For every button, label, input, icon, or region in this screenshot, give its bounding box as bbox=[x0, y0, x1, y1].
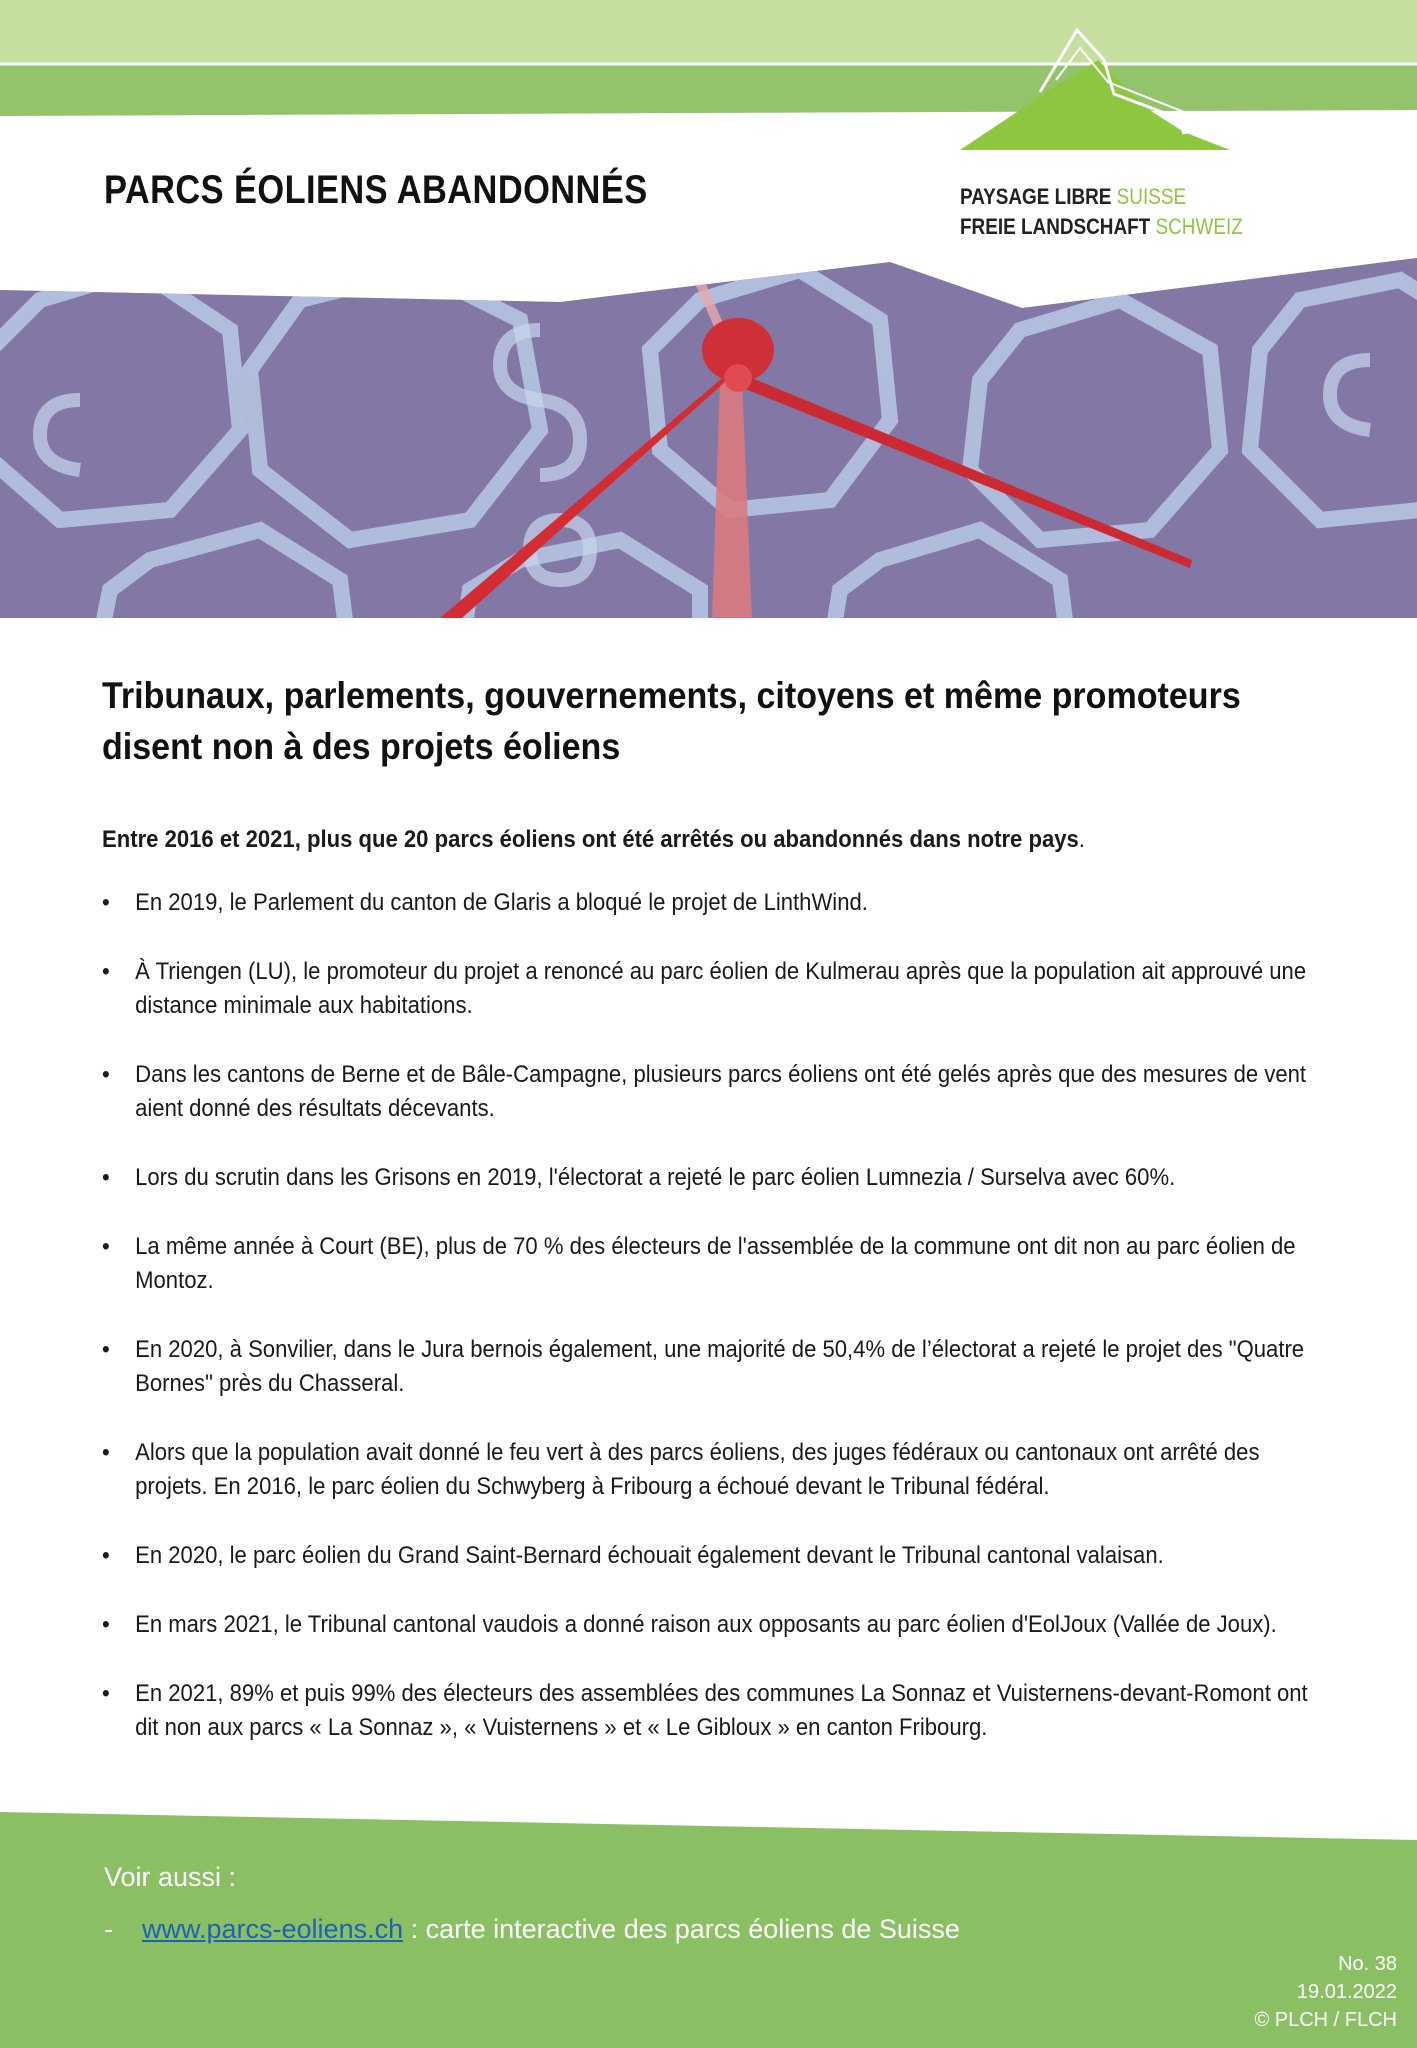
list-item: • Lors du scrutin dans les Grisons en 2019, l'électorat a rejeté le parc éolien Lumnezia / Surselva avec 60%. bbox=[102, 1161, 1335, 1195]
top-band-mid bbox=[0, 64, 1417, 116]
headline: Tribunaux, parlements, gouvernements, citoyens et même promoteurs disent non à des projets éoliens bbox=[102, 675, 1241, 767]
brand-line1-accent: SUISSE bbox=[1116, 184, 1187, 209]
list-dash: - bbox=[104, 1914, 113, 1944]
list-item: • À Triengen (LU), le promoteur du projet a renoncé au parc éolien de Kulmerau après que la population ait approuvé une distance minimale aux habitations. bbox=[102, 955, 1335, 1023]
list-item: • En 2020, à Sonvilier, dans le Jura bernois également, une majorité de 50,4% de l’électorat a rejeté le projet des "Quatre Bornes" près du Chasseral. bbox=[102, 1333, 1335, 1401]
list-item: • Dans les cantons de Berne et de Bâle-Campagne, plusieurs parcs éoliens ont été gelés après que des mesures de vent aient donné des résultats décevants. bbox=[102, 1058, 1335, 1126]
list-item: • En 2020, le parc éolien du Grand Saint-Bernard échouait également devant le Tribunal cantonal valaisan. bbox=[102, 1539, 1335, 1573]
link-description: : carte interactive des parcs éoliens de Suisse bbox=[403, 1914, 960, 1944]
header-artwork bbox=[0, 0, 1417, 620]
list-item: • Alors que la population avait donné le feu vert à des parcs éoliens, des juges fédéraux ou cantonaux ont arrêté des projets. En 2016, le parc éolien du Schwyberg à Fribourg a échoué devant le Tribunal fédéral. bbox=[102, 1436, 1335, 1504]
lead-paragraph bbox=[102, 824, 1335, 856]
document-meta bbox=[1254, 1950, 1397, 2034]
website-link[interactable]: www.parcs-eoliens.ch bbox=[142, 1914, 404, 1944]
main-content bbox=[102, 670, 1332, 1780]
see-also-label: Voir aussi : bbox=[104, 1862, 237, 1892]
brand-line1-main: PAYSAGE LIBRE bbox=[960, 184, 1112, 209]
bullet-list bbox=[102, 886, 1335, 1745]
banner-image bbox=[0, 250, 1417, 620]
list-item: • En 2019, le Parlement du canton de Glaris a bloqué le projet de LinthWind. bbox=[102, 886, 1335, 920]
list-item: • En mars 2021, le Tribunal cantonal vaudois a donné raison aux opposants au parc éolien d'EolJoux (Vallée de Joux). bbox=[102, 1608, 1335, 1642]
lead-bold: Entre 2016 et 2021, plus que 20 parcs éoliens ont été arrêtés ou abandonnés dans notre pays bbox=[102, 826, 1079, 853]
list-item: • En 2021, 89% et puis 99% des électeurs des assemblées des communes La Sonnaz et Vuisternens-devant-Romont ont dit non aux parcs « La Sonnaz », « Vuisternens » et « Le Gibloux » en canton Fribourg. bbox=[102, 1677, 1335, 1745]
top-band-light bbox=[0, 0, 1417, 64]
page-title: PARCS ÉOLIENS ABANDONNÉS bbox=[104, 168, 648, 212]
brand-line2-accent: SCHWEIZ bbox=[1155, 214, 1243, 239]
see-also-item bbox=[104, 1914, 960, 1945]
brand-logo-text bbox=[960, 182, 1243, 242]
brand-line2-main: FREIE LANDSCHAFT bbox=[960, 214, 1151, 239]
issue-date: 19.01.2022 bbox=[1296, 1981, 1397, 2003]
lead-end: . bbox=[1078, 826, 1085, 853]
list-item: • La même année à Court (BE), plus de 70 % des électeurs de l'assemblée de la commune ont dit non au parc éolien de Montoz. bbox=[102, 1230, 1335, 1298]
issue-number: No. 38 bbox=[1338, 1953, 1397, 1975]
copyright: © PLCH / FLCH bbox=[1254, 2009, 1397, 2031]
